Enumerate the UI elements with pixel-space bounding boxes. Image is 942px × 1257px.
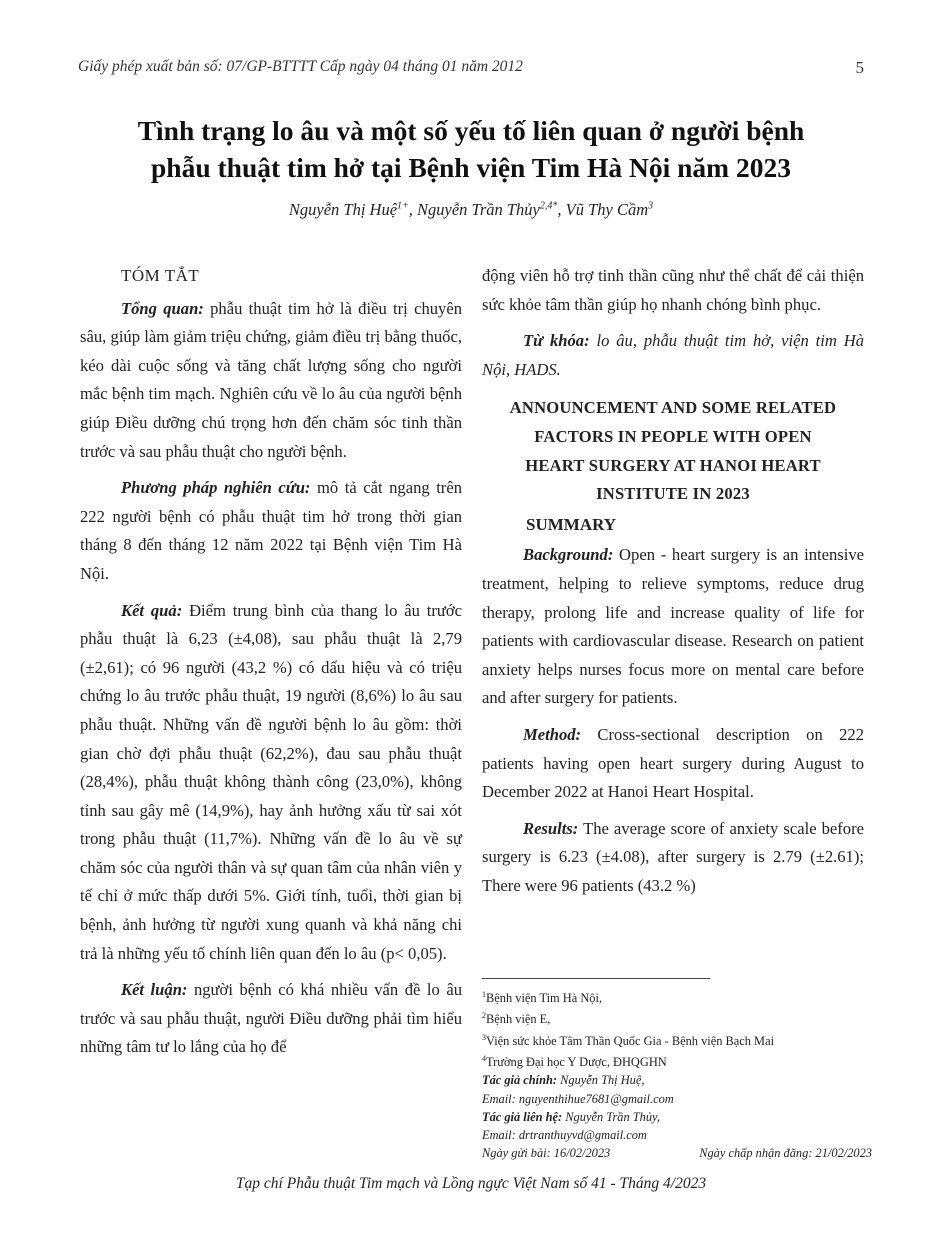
footnote-4-text: Trường Đại học Y Dược, ĐHQGHN xyxy=(486,1055,667,1070)
footnote-3 xyxy=(482,1029,872,1050)
results-label: Kết quả: xyxy=(121,600,183,620)
conclusion-continued: động viên hỗ trợ tinh thần cũng như thể chất để cải thiện sức khỏe tâm thần giúp họ nhanh chóng bình phục. xyxy=(482,266,864,314)
author-1-affiliation: 1+ xyxy=(397,200,409,212)
footnote-2-mark: 2 xyxy=(482,1011,486,1021)
abstract-overview xyxy=(80,295,462,467)
summary-method xyxy=(482,721,864,807)
method-label: Phương pháp nghiên cứu: xyxy=(121,478,311,498)
keywords-text: lo âu, phẫu thuật tim hở, viện tim Hà Nội, HADS. xyxy=(482,331,864,379)
footnote-3-text: Viện sức khỏe Tâm Thần Quốc Gia - Bệnh viện Bạch Mai xyxy=(486,1033,775,1048)
keywords xyxy=(482,327,864,384)
contact-author-label: Tác giả liên hệ: xyxy=(482,1109,563,1124)
footnote-1-mark: 1 xyxy=(482,990,486,999)
conclusion-label: Kết luận: xyxy=(121,980,188,1000)
authors xyxy=(80,200,862,220)
left-column xyxy=(80,262,462,1070)
author-3-affiliation: 3 xyxy=(648,200,654,212)
main-author-email: Email: nguyenthihue7681@gmail.com xyxy=(482,1091,674,1106)
contact-author-name: Nguyễn Trần Thủy, xyxy=(562,1109,660,1124)
author-separator: , xyxy=(557,200,566,219)
english-title-line-4: INSTITUTE IN 2023 xyxy=(596,484,750,504)
author-1: Nguyễn Thị Huệ xyxy=(288,200,398,219)
footnote-1-text: Bệnh viện Tim Hà Nội, xyxy=(486,991,602,1006)
footnote-4 xyxy=(482,1050,872,1071)
page-number: 5 xyxy=(855,58,864,77)
main-author-label: Tác giả chính: xyxy=(482,1073,558,1088)
english-title-line-3: HEART SURGERY AT HANOI HEART xyxy=(525,455,821,475)
background-label: Background: xyxy=(523,545,614,565)
summary-results xyxy=(482,815,864,901)
journal-footer: Tạp chí Phẫu thuật Tim mạch và Lồng ngực Việt Nam số 41 - Tháng 4/2023 xyxy=(235,1175,707,1192)
footnote-1 xyxy=(482,986,872,1007)
main-author xyxy=(482,1071,872,1089)
english-title-line-2: FACTORS IN PEOPLE WITH OPEN xyxy=(534,426,812,446)
article-title xyxy=(80,112,862,186)
en-results-label: Results: xyxy=(523,818,579,838)
contact-author xyxy=(482,1108,872,1126)
en-method-label: Method: xyxy=(523,724,582,744)
footnote-2 xyxy=(482,1007,872,1028)
footnote-3-mark: 3 xyxy=(482,1032,486,1042)
contact-author-email: Email: drtranthuyvd@gmail.com xyxy=(482,1127,647,1142)
summary-heading: SUMMARY xyxy=(526,514,617,534)
overview-text: phẫu thuật tim hở là điều trị chuyên sâu, giúp làm giảm triệu chứng, giảm điều trị bằng thuốc, kéo dài cuộc sống và tăng chất lượng sống cho người mắc bệnh tim mạch. Nghiên cứu về lo âu của người bệnh giúp Điều dưỡng chú trọng hơn đến chăm sóc tinh thần trước và sau phẫu thuật cho người bệnh. xyxy=(80,298,462,461)
conclusion-text: người bệnh có khá nhiều vấn đề lo âu trước và sau phẫu thuật, người Điều dưỡng phải tìm hiểu những tâm tư lo lắng của họ để xyxy=(80,980,462,1057)
method-text: mô tả cắt ngang trên 222 người bệnh có phẫu thuật tim hở trong thời gian tháng 8 đến tháng 12 năm 2022 tại Bệnh viện Tim Hà Nội. xyxy=(80,478,462,583)
keywords-label: Từ khóa: xyxy=(523,331,590,351)
abstract-heading-vi: TÓM TẮT xyxy=(121,266,200,285)
title-line-1: Tình trạng lo âu và một số yếu tố liên quan ở người bệnh xyxy=(137,115,805,146)
author-2: Nguyễn Trần Thủy xyxy=(417,200,540,219)
main-author-name: Nguyễn Thị Huệ, xyxy=(557,1073,645,1088)
abstract-conclusion xyxy=(80,976,462,1062)
en-method-text: Cross-sectional description on 222 patients having open heart surgery during August to December 2022 at Hanoi Heart Hospital. xyxy=(482,724,864,802)
overview-label: Tổng quan: xyxy=(121,298,204,318)
author-3: Vũ Thy Cầm xyxy=(565,200,649,219)
author-separator: , xyxy=(408,200,418,219)
english-title-line-1: ANNOUNCEMENT AND SOME RELATED xyxy=(509,398,837,418)
results-text: Điểm trung bình của thang lo âu trước phẫu thuật là 6,23 (±4,08), sau phẫu thuật là 2,79 (±2,61); có 96 người (43,2 %) có dấu hiệu và có triệu chứng lo âu trước phẫu thuật, 19 người (8,6%) lo âu sau phẫu thuật. Những vấn đề người bệnh lo âu gồm: thời gian chờ đợi phẫu thuật (62,2%), đau sau phẫu thuật (28,4%), phẫu thuật không thành công (23,0%), không tỉnh sau gây mê (14,9%), hay ảnh hưởng xấu từ sai xót trong phẫu thuật (11,7%). Những vấn đề lo âu về sự chăm sóc của người thân và sự quan tâm của nhân viên y tế chỉ ở mức thấp dưới 5%. Giới tính, tuổi, thời gian bị bệnh, ảnh hưởng từ người xung quanh và khả năng chi trả là những yếu tố chính liên quan đến lo âu (p< 0,05). xyxy=(80,600,462,963)
english-title xyxy=(482,394,864,508)
footnote-divider xyxy=(482,978,710,979)
summary-background xyxy=(482,541,864,713)
submission-dates xyxy=(482,1144,872,1162)
author-2-affiliation: 2,4* xyxy=(539,200,558,212)
license-header: Giấy phép xuất bản số: 07/GP-BTTTT Cấp ngày 04 tháng 01 năm 2012 xyxy=(78,58,523,75)
accepted-date: Ngày chấp nhận đăng: 21/02/2023 xyxy=(699,1146,872,1161)
abstract-results xyxy=(80,597,462,969)
footnote-4-mark: 4 xyxy=(482,1053,486,1063)
en-results-text: The average score of anxiety scale before surgery is 6.23 (±4.08), after surgery is 2.79 (±2.61); There were 96 patients (43.2 %) xyxy=(482,818,864,895)
abstract-method xyxy=(80,474,462,588)
background-text: Open - heart surgery is an intensive treatment, helping to relieve symptoms, reduce drug therapy, prolong life and increase quality of life for patients with cardiovascular disease. Research on patient anxiety helps nurses focus more on mental care before and after surgery for patients. xyxy=(482,545,864,708)
title-line-2: phẫu thuật tim hở tại Bệnh viện Tim Hà Nội năm 2023 xyxy=(151,152,791,183)
right-column xyxy=(482,262,864,908)
footnotes xyxy=(482,986,872,1162)
footnote-2-text: Bệnh viện E, xyxy=(486,1012,551,1027)
received-date: Ngày gửi bài: 16/02/2023 xyxy=(482,1146,611,1161)
